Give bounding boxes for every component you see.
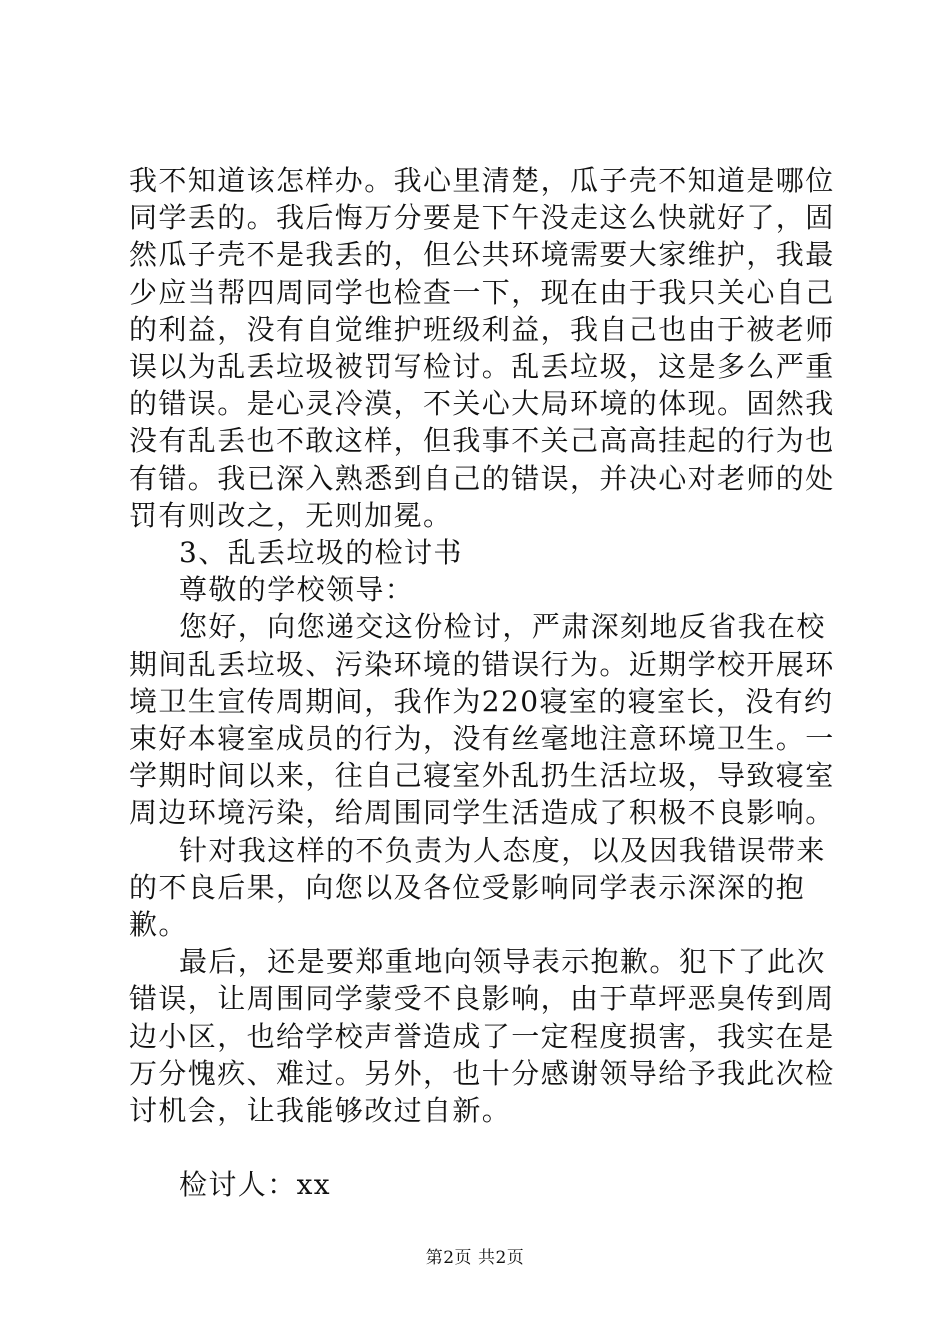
paragraph-greeting: 您好，向您递交这份检讨，严肃深刻地反省我在校期间乱丢垃圾、污染环境的错误行为。近期学校开展环境卫生宣传周期间，我作为220寝室的寝室长，没有约束好本寝室成员的行为，没有丝毫地注意环境卫生。一学期时间以来，往自己寝室外乱扔生活垃圾，导致寝室周边环境污染，给周围同学生活造成了积极不良影响。 bbox=[129, 610, 835, 830]
salutation: 尊敬的学校领导： bbox=[179, 573, 415, 607]
paragraph-continuation: 我不知道该怎样办。我心里清楚，瓜子壳不知道是哪位同学丢的。我后悔万分要是下午没走这么快就好了，固然瓜子壳不是我丢的，但公共环境需要大家维护，我最少应当帮四周同学也检查一下，现在由于我只关心自己的利益，没有自觉维护班级利益，我自己也由于被老师误以为乱丢垃圾被罚写检讨。乱丢垃圾，这是多么严重的错误。是心灵冷漠，不关心大局环境的体现。固然我没有乱丢也不敢这样，但我事不关己高高挂起的行为也有错。我已深入熟悉到自己的错误，并决心对老师的处罚有则改之，无则加冕。 bbox=[129, 164, 835, 532]
section-heading: 3、乱丢垃圾的检讨书 bbox=[179, 536, 463, 570]
blank-line bbox=[129, 1129, 849, 1166]
page-footer: 第2页 共2页 bbox=[425, 1248, 525, 1268]
paragraph-closing: 最后，还是要郑重地向领导表示抱歉。犯下了此次错误，让周围同学蒙受不良影响，由于草坪恶臭传到周边小区，也给学校声誉造成了一定程度损害，我实在是万分愧疚、难过。另外，也十分感谢领导给予我此次检讨机会，让我能够改过自新。 bbox=[129, 945, 835, 1128]
paragraph-apology: 针对我这样的不负责为人态度，以及因我错误带来的不良后果，向您以及各位受影响同学表示深深的抱歉。 bbox=[129, 833, 826, 942]
signature-line: 检讨人：xx bbox=[179, 1168, 331, 1202]
document-body bbox=[129, 162, 849, 1203]
